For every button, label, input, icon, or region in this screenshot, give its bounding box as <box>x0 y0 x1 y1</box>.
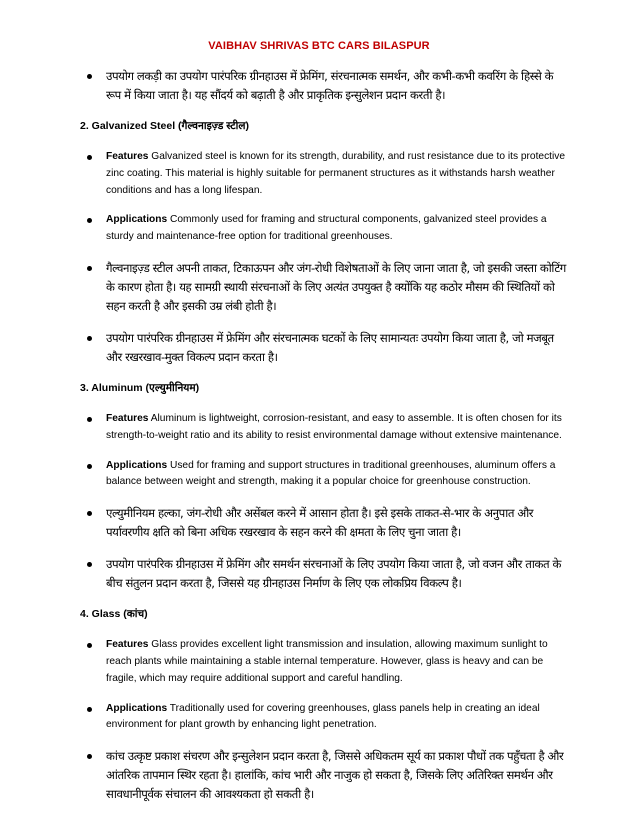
galvanized-steel-list <box>80 149 570 367</box>
list-item <box>80 67 570 105</box>
document-header-title: VAIBHAV SHRIVAS BTC CARS BILASPUR <box>208 40 430 52</box>
features-text: Glass provides excellent light transmission and insulation, allowing maximum sunlight to reach plants while maintaining a stable internal temperature. However, glass is heavy and can be fragile, which may require additional support and careful handling. <box>106 639 548 684</box>
list-item <box>80 701 570 735</box>
features-label: Features <box>106 412 149 424</box>
section-heading-galvanized-steel: 2. Galvanized Steel (गैल्वनाइज़्ड स्टील) <box>80 120 249 132</box>
hindi-paragraph: गैल्वनाइज़्ड स्टील अपनी ताकत, टिकाऊपन और जंग-रोधी विशेषताओं के लिए जाना जाता है, जो इसकी जस्ता कोटिंग के कारण होता है। यह सामग्री स्थायी संरचनाओं के लिए अत्यंत उपयुक्त है क्योंकि यह कठोर मौसम की स्थितियों को सहन करती है और इसकी उम्र लंबी होती है। <box>106 260 566 313</box>
hindi-paragraph: उपयोग लकड़ी का उपयोग पारंपरिक ग्रीनहाउस में फ्रेमिंग, संरचनात्मक समर्थन, और कभी-कभी कवरिंग के हिस्से के रूप में किया जाता है। यह सौंदर्य को बढ़ाती है और प्राकृतिक इन्सुलेशन प्रदान करती है। <box>106 69 554 102</box>
bullet-icon <box>87 562 92 567</box>
features-label: Features <box>106 639 149 651</box>
list-item <box>80 637 570 687</box>
glass-list <box>80 637 570 804</box>
features-text: Galvanized steel is known for its strength, durability, and rust resistance due to its protective zinc coating. This material is highly suitable for permanent structures as it withstands harsh weather conditions and has a long lifespan. <box>106 151 566 196</box>
list-item <box>80 329 570 367</box>
bullet-icon <box>87 754 92 759</box>
bullet-icon <box>87 266 92 271</box>
bullet-icon <box>87 218 92 223</box>
bullet-icon <box>87 511 92 516</box>
bullet-icon <box>87 74 92 79</box>
features-label: Features <box>106 151 149 162</box>
bullet-icon <box>87 643 92 648</box>
applications-text: Used for framing and support structures in traditional greenhouses, aluminum offers a balance between weight and strength, making it a popular choice for greenhouse construction. <box>106 459 556 488</box>
aluminum-list <box>80 411 570 593</box>
hindi-paragraph: कांच उत्कृष्ट प्रकाश संचरण और इन्सुलेशन प्रदान करता है, जिससे अधिकतम सूर्य का प्रकाश पौधों तक पहुँचता है और आंतरिक तापमान स्थिर रहता है। हालांकि, कांच भारी और नाजुक हो सकता है, जिसके लिए अतिरिक्त समर्थन और सावधानीपूर्वक संचालन की आवश्यकता हो सकती है। <box>106 749 564 802</box>
list-item <box>80 458 570 492</box>
bullet-icon <box>87 707 92 712</box>
hindi-paragraph: एल्युमीनियम हल्का, जंग-रोधी और असेंबल करने में आसान होता है। इसे इसके ताकत-से-भार के अनुपात और पर्यावरणीय क्षति को बिना अधिक रखरखाव के सहन करने की क्षमता के लिए चुना जाता है। <box>106 506 534 540</box>
applications-text: Traditionally used for covering greenhouses, glass panels help in creating an ideal environment for plant growth by enhancing light penetration. <box>106 702 540 731</box>
bullet-icon <box>87 417 92 422</box>
bullet-icon <box>87 336 92 341</box>
bullet-icon <box>87 464 92 469</box>
applications-label: Applications <box>106 214 168 226</box>
applications-text: Commonly used for framing and structural components, galvanized steel provides a sturdy and maintenance-free option for traditional greenhouses. <box>106 214 547 243</box>
hindi-paragraph: उपयोग पारंपरिक ग्रीनहाउस में फ्रेमिंग और समर्थन संरचनाओं के लिए उपयोग किया जाता है, जो वजन और ताकत के बीच संतुलन प्रदान करता है, जिससे यह ग्रीनहाउस निर्माण के लिए एक लोकप्रिय विकल्प है। <box>106 557 561 591</box>
features-text: Aluminum is lightweight, corrosion-resistant, and easy to assemble. It is often chosen for its strength-to-weight ratio and its ability to resist environmental damage without extensive maintenance. <box>106 412 562 441</box>
applications-label: Applications <box>106 459 168 471</box>
bullet-icon <box>87 155 92 160</box>
list-item <box>80 411 570 445</box>
intro-list <box>80 67 570 105</box>
list-item <box>80 555 570 593</box>
list-item <box>80 212 570 246</box>
list-item <box>80 747 570 804</box>
list-item <box>80 504 570 542</box>
applications-label: Applications <box>106 702 168 714</box>
list-item <box>80 259 570 316</box>
list-item <box>80 149 570 199</box>
document-body <box>80 67 570 817</box>
hindi-paragraph: उपयोग पारंपरिक ग्रीनहाउस में फ्रेमिंग और संरचनात्मक घटकों के लिए सामान्यतः उपयोग किया जाता है, जो मजबूत और रखरखाव-मुक्त विकल्प प्रदान करता है। <box>106 330 554 364</box>
section-heading-aluminum: 3. Aluminum (एल्युमीनियम) <box>80 381 200 394</box>
section-heading-glass: 4. Glass (कांच) <box>80 608 148 621</box>
